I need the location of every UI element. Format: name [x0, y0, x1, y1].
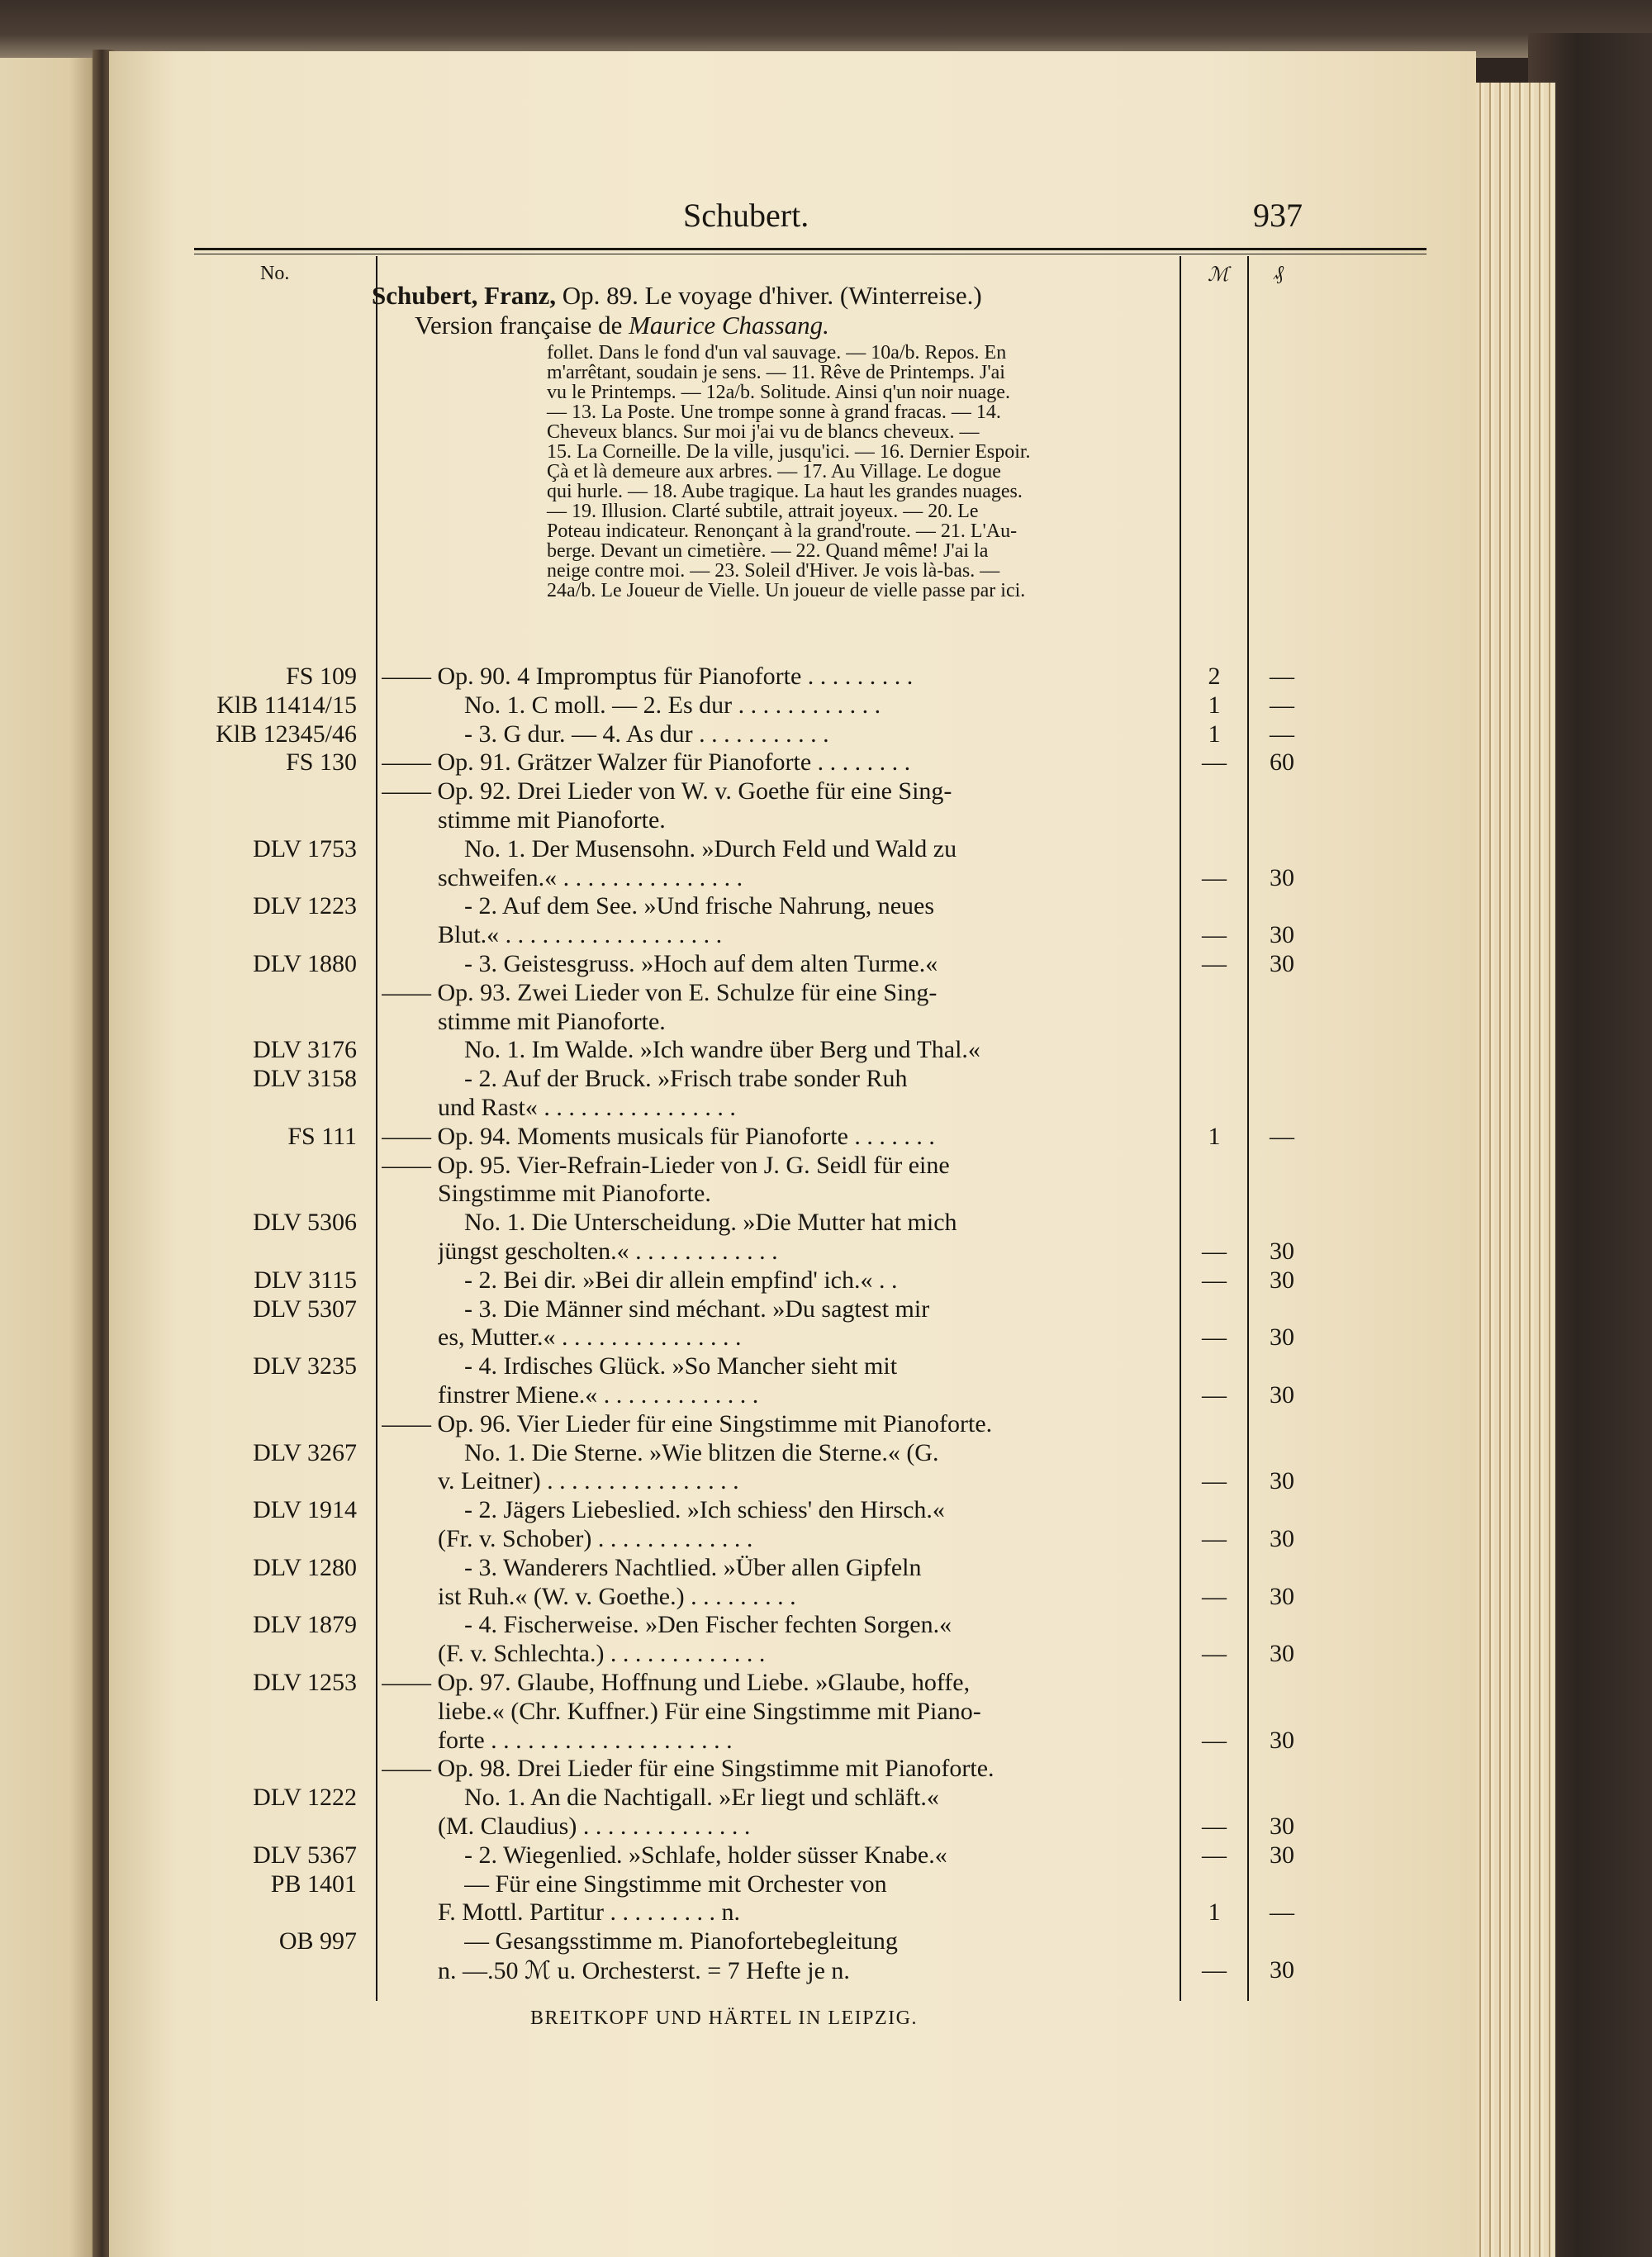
catalog-number: DLV 5367 — [253, 1841, 357, 1869]
column-header-no: No. — [260, 263, 290, 284]
catalog-number: DLV 5307 — [253, 1295, 357, 1323]
column-divider-no — [376, 256, 377, 2001]
price-pfennig: — — [1270, 663, 1294, 690]
translator-name: Maurice Chassang. — [629, 311, 829, 340]
entry-text: —— Op. 97. Glaube, Hoffnung und Liebe. »Glaube, hoffe, — [382, 1669, 971, 1696]
entry-text: - 3. G dur. — 4. As dur . . . . . . . . . . . — [464, 720, 829, 748]
entry-text: - 2. Jägers Liebeslied. »Ich schiess' den Hirsch.« — [464, 1496, 945, 1523]
catalog-number: DLV 3158 — [253, 1065, 357, 1092]
price-mark: — — [1202, 1381, 1227, 1409]
catalog-number: DLV 3115 — [254, 1266, 357, 1294]
price-pfennig: 30 — [1270, 1640, 1294, 1667]
price-pfennig: 30 — [1270, 1467, 1294, 1494]
entry-text: stimme mit Pianoforte. — [438, 1008, 666, 1035]
entry-text: - 2. Wiegenlied. »Schlafe, holder süsser Knabe.« — [464, 1841, 947, 1869]
price-mark: — — [1202, 921, 1227, 948]
catalog-number: DLV 1223 — [253, 892, 357, 919]
price-mark: — — [1202, 1956, 1227, 1984]
price-pfennig: 30 — [1270, 1266, 1294, 1294]
entry-text: No. 1. Die Unterscheidung. »Die Mutter hat mich — [464, 1209, 957, 1236]
price-mark: — — [1202, 1583, 1227, 1610]
intro-song-line: — 19. Illusion. Clarté subtile, attrait joyeux. — 20. Le — [547, 501, 979, 522]
catalog-number: DLV 3267 — [253, 1439, 357, 1466]
catalog-number: DLV 3235 — [253, 1352, 357, 1380]
price-mark: 1 — [1208, 1898, 1221, 1926]
catalog-number: KlB 11414/15 — [216, 691, 357, 719]
price-pfennig: 30 — [1270, 921, 1294, 948]
price-mark: — — [1202, 1323, 1227, 1351]
price-pfennig: 30 — [1270, 1727, 1294, 1754]
price-pfennig: 30 — [1270, 1813, 1294, 1840]
entry-text: — Gesangsstimme m. Pianofortebegleitung — [464, 1927, 898, 1955]
price-pfennig: 30 — [1270, 1323, 1294, 1351]
price-mark: — — [1202, 1640, 1227, 1667]
entry-text: No. 1. C moll. — 2. Es dur . . . . . . . . . . . . — [464, 691, 881, 719]
entry-text: und Rast« . . . . . . . . . . . . . . . . — [438, 1094, 736, 1121]
catalog-number: DLV 1253 — [253, 1669, 357, 1696]
entry-text: —— Op. 90. 4 Impromptus für Pianoforte . . . . . . . . . — [382, 663, 914, 690]
price-pfennig: 30 — [1270, 950, 1294, 977]
entry-text: - 3. Wanderers Nachtlied. »Über allen Gipfeln — [464, 1554, 922, 1581]
composer-name: Schubert, Franz, — [372, 281, 557, 310]
entry-text: - 3. Geistesgruss. »Hoch auf dem alten Turme.« — [464, 950, 938, 977]
entry-text: Blut.« . . . . . . . . . . . . . . . . . . — [438, 921, 723, 948]
catalog-number: FS 111 — [287, 1123, 357, 1150]
intro-song-line: m'arrêtant, soudain je sens. — 11. Rêve de Printemps. J'ai — [547, 362, 1005, 383]
intro-song-line: — 13. La Poste. Une trompe sonne à grand fracas. — 14. — [547, 402, 1001, 423]
page-number: 937 — [1253, 197, 1303, 234]
header-rule-top — [194, 248, 1427, 250]
intro-song-line: Poteau indicateur. Renonçant à la grand'route. — 21. L'Au- — [547, 520, 1018, 542]
catalog-number: DLV 3176 — [253, 1036, 357, 1063]
entry-text: ist Ruh.« (W. v. Goethe.) . . . . . . . . . — [438, 1583, 796, 1610]
catalog-number: DLV 1914 — [253, 1496, 357, 1523]
catalog-number: PB 1401 — [270, 1870, 357, 1898]
price-mark: 2 — [1208, 663, 1221, 690]
intro-song-line: neige contre moi. — 23. Soleil d'Hiver. Je vois là-bas. — — [547, 560, 1000, 582]
publisher-footer: BREITKOPF UND HÄRTEL IN LEIPZIG. — [530, 2008, 918, 2029]
intro-subheading: Version française de Maurice Chassang. — [415, 311, 829, 340]
entry-text: forte . . . . . . . . . . . . . . . . . . . . — [438, 1727, 733, 1754]
price-pfennig: 30 — [1270, 1583, 1294, 1610]
price-mark: 1 — [1208, 691, 1221, 719]
entry-text: - 2. Auf der Bruck. »Frisch trabe sonder Ruh — [464, 1065, 908, 1092]
price-pfennig: 30 — [1270, 1956, 1294, 1984]
intro-song-line: Cheveux blancs. Sur moi j'ai vu de blancs cheveux. — — [547, 421, 980, 443]
catalog-number: DLV 1879 — [253, 1611, 357, 1638]
intro-song-line: 24a/b. Le Joueur de Vielle. Un joueur de vielle passe par ici. — [547, 580, 1026, 601]
catalog-number: DLV 5306 — [253, 1209, 357, 1236]
price-pfennig: — — [1270, 720, 1294, 748]
entry-text: - 2. Auf dem See. »Und frische Nahrung, neues — [464, 892, 935, 919]
price-pfennig: 60 — [1270, 748, 1294, 776]
price-mark: — — [1202, 1813, 1227, 1840]
price-mark: — — [1202, 748, 1227, 776]
price-mark: — — [1202, 864, 1227, 891]
entry-text: (F. v. Schlechta.) . . . . . . . . . . . . . — [438, 1640, 766, 1667]
intro-heading: Schubert, Franz, Op. 89. Le voyage d'hiver. (Winterreise.) — [372, 281, 982, 310]
price-pfennig: — — [1270, 1898, 1294, 1926]
entry-text: schweifen.« . . . . . . . . . . . . . . . — [438, 864, 743, 891]
catalog-page — [109, 51, 1476, 2257]
price-mark: — — [1202, 1727, 1227, 1754]
intro-song-line: qui hurle. — 18. Aube tragique. La haut les grandes nuages. — [547, 481, 1023, 502]
price-mark: 1 — [1208, 1123, 1221, 1150]
price-mark: — — [1202, 1238, 1227, 1265]
intro-song-line: follet. Dans le fond d'un val sauvage. — 10a/b. Repos. En — [547, 342, 1007, 363]
entry-text: No. 1. An die Nachtigall. »Er liegt und schläft.« — [464, 1784, 939, 1811]
entry-text: — Für eine Singstimme mit Orchester von — [464, 1870, 887, 1898]
entry-text: liebe.« (Chr. Kuffner.) Für eine Singstimme mit Piano- — [438, 1698, 981, 1725]
previous-page-edge — [0, 58, 99, 2257]
intro-song-line: vu le Printemps. — 12a/b. Solitude. Ainsi q'un noir nuage. — [547, 382, 1010, 403]
column-divider-text — [1180, 256, 1181, 2001]
entry-text: v. Leitner) . . . . . . . . . . . . . . . . — [438, 1467, 739, 1494]
entry-text: F. Mottl. Partitur . . . . . . . . . n. — [438, 1898, 740, 1926]
catalog-number: OB 997 — [278, 1927, 357, 1955]
page-title: Schubert. — [683, 197, 809, 234]
catalog-number: FS 130 — [286, 748, 357, 776]
price-pfennig: 30 — [1270, 1841, 1294, 1869]
catalog-number: KlB 12345/46 — [216, 720, 357, 748]
entry-text: - 4. Irdisches Glück. »So Mancher sieht mit — [464, 1352, 898, 1380]
catalog-number: DLV 1880 — [253, 950, 357, 977]
price-pfennig: 30 — [1270, 1238, 1294, 1265]
book-top-edge — [0, 0, 1652, 58]
entry-text: jüngst gescholten.« . . . . . . . . . . . . — [438, 1238, 778, 1265]
entry-text: No. 1. Die Sterne. »Wie blitzen die Sterne.« (G. — [464, 1439, 939, 1466]
entry-text: stimme mit Pianoforte. — [438, 806, 666, 834]
entry-text: - 3. Die Männer sind méchant. »Du sagtest mir — [464, 1295, 930, 1323]
entry-text: —— Op. 94. Moments musicals für Pianoforte . . . . . . . — [382, 1123, 935, 1150]
catalog-number: FS 109 — [286, 663, 357, 690]
catalog-number: DLV 1280 — [253, 1554, 357, 1581]
price-pfennig: — — [1270, 1123, 1294, 1150]
price-pfennig: 30 — [1270, 1381, 1294, 1409]
entry-text: —— Op. 92. Drei Lieder von W. v. Goethe für eine Sing- — [382, 777, 952, 805]
entry-text: —— Op. 93. Zwei Lieder von E. Schulze für eine Sing- — [382, 979, 938, 1006]
column-divider-mark — [1247, 256, 1249, 2001]
entry-text: No. 1. Im Walde. »Ich wandre über Berg und Thal.« — [464, 1036, 980, 1063]
price-mark: — — [1202, 950, 1227, 977]
entry-text: No. 1. Der Musensohn. »Durch Feld und Wald zu — [464, 835, 957, 862]
column-header-pf: ₰ — [1274, 263, 1284, 284]
entry-text: (Fr. v. Schober) . . . . . . . . . . . . . — [438, 1525, 753, 1552]
entry-text: - 4. Fischerweise. »Den Fischer fechten Sorgen.« — [464, 1611, 952, 1638]
intro-song-line: 15. La Corneille. De la ville, jusqu'ici. — 16. Dernier Espoir. — [547, 441, 1031, 463]
price-mark: 1 — [1208, 720, 1221, 748]
entry-text: —— Op. 98. Drei Lieder für eine Singstimme mit Pianoforte. — [382, 1755, 995, 1782]
entry-text: n. —.50 ℳ u. Orchesterst. = 7 Hefte je n. — [438, 1957, 850, 1984]
entry-text: —— Op. 96. Vier Lieder für eine Singstimme mit Pianoforte. — [382, 1410, 993, 1437]
entry-text: (M. Claudius) . . . . . . . . . . . . . . — [438, 1813, 751, 1840]
intro-song-line: berge. Devant un cimetière. — 22. Quand même! J'ai la — [547, 540, 989, 562]
price-pfennig: — — [1270, 691, 1294, 719]
entry-text: —— Op. 91. Grätzer Walzer für Pianoforte . . . . . . . . — [382, 748, 911, 776]
price-mark: — — [1202, 1841, 1227, 1869]
entry-text: - 2. Bei dir. »Bei dir allein empfind' ich.« . . — [464, 1266, 898, 1294]
entry-text: —— Op. 95. Vier-Refrain-Lieder von J. G. Seidl für eine — [382, 1152, 950, 1179]
entry-text: Singstimme mit Pianoforte. — [438, 1180, 711, 1207]
intro-song-line: Çà et là demeure aux arbres. — 17. Au Village. Le dogue — [547, 461, 1001, 482]
catalog-number: DLV 1753 — [253, 835, 357, 862]
entry-text: es, Mutter.« . . . . . . . . . . . . . . . — [438, 1323, 742, 1351]
price-mark: — — [1202, 1266, 1227, 1294]
price-mark: — — [1202, 1525, 1227, 1552]
price-pfennig: 30 — [1270, 1525, 1294, 1552]
catalog-number: DLV 1222 — [253, 1784, 357, 1811]
price-mark: — — [1202, 1467, 1227, 1494]
column-header-mark: ℳ — [1208, 264, 1229, 286]
entry-text: finstrer Miene.« . . . . . . . . . . . . . — [438, 1381, 759, 1409]
price-pfennig: 30 — [1270, 864, 1294, 891]
